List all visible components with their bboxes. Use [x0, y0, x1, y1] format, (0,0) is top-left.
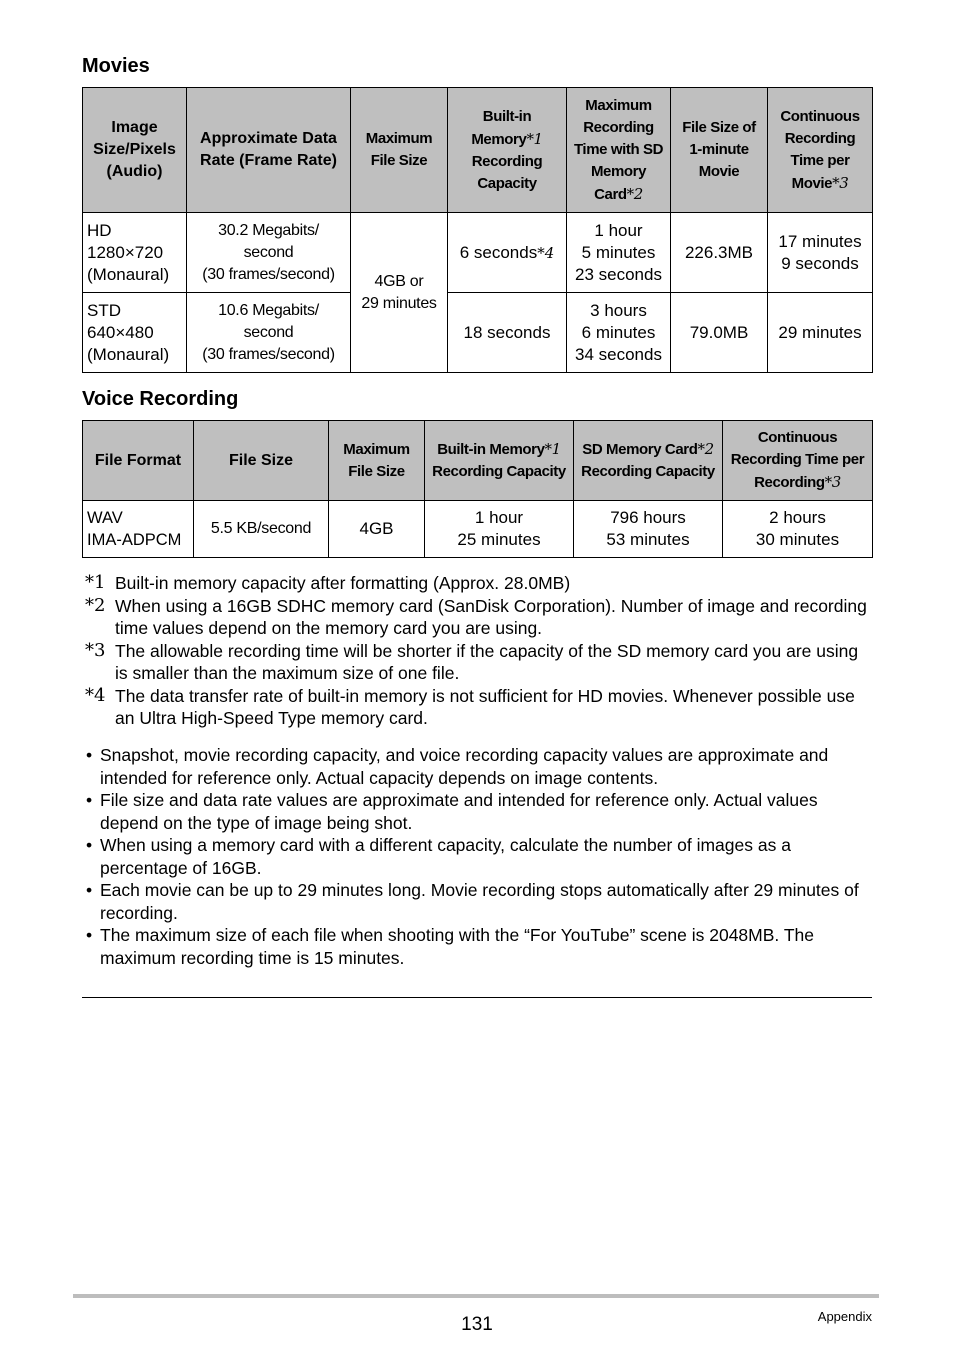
header-file-size: File Size [194, 421, 329, 501]
footnote-mark: *1 [526, 129, 543, 148]
cell-file-size: 79.0MB [671, 293, 768, 373]
list-item: • File size and data rate values are approximate and intended for reference only. Actual values depend on the type of image being shot. [86, 790, 818, 833]
section-label: Appendix [817, 1309, 872, 1324]
cell-sd-time: 1 hour 5 minutes 23 seconds [567, 213, 671, 293]
table-row [83, 501, 873, 558]
cell-format: WAV IMA-ADPCM [83, 501, 194, 558]
footnote-mark: *1 [544, 440, 561, 458]
movies-table [82, 87, 873, 373]
cell-continuous: 2 hours 30 minutes [723, 501, 873, 558]
cell-builtin: 6 seconds*4 [448, 213, 567, 293]
header-sd-time: Maximum Recording Time with SD Memory Card*2 [567, 88, 671, 213]
list-item: • The maximum size of each file when shooting with the “For YouTube” scene is 2048MB. The maximum recording time is 15 minutes. [86, 925, 814, 968]
cell-rate: 10.6 Megabits/ second (30 frames/second) [187, 293, 351, 373]
list-item: • Each movie can be up to 29 minutes long. Movie recording stops automatically after 29 minutes of recording. [86, 880, 859, 923]
header-image-size: Image Size/Pixels (Audio) [83, 88, 187, 213]
footnote-mark: *3 [824, 473, 841, 491]
voice-table [82, 420, 873, 558]
cell-max-size: 4GB [329, 501, 425, 558]
footer-rule [73, 1294, 879, 1298]
header-continuous-time: Continuous Recording Time per Recording*3 [723, 421, 873, 501]
footnote-mark: *2 [697, 440, 714, 458]
footnote: *3 The allowable recording time will be shorter if the capacity of the SD memory card you are using is smaller than the maximum size of one file. [85, 639, 859, 683]
cell-file-size: 5.5 KB/second [194, 501, 329, 558]
page-number: 131 [461, 1314, 493, 1335]
header-builtin-capacity: Built-in Memory*1 Recording Capacity [425, 421, 574, 501]
header-builtin-capacity: Built-in Memory*1 Recording Capacity [448, 88, 567, 213]
header-max-file-size: Maximum File Size [329, 421, 425, 501]
cell-rate: 30.2 Megabits/ second (30 frames/second) [187, 213, 351, 293]
voice-heading: Voice Recording [82, 388, 239, 410]
movies-heading: Movies [82, 55, 150, 77]
footnote: *2 When using a 16GB SDHC memory card (SanDisk Corporation). Number of image and recording time values depend on the memory card you are using. [85, 594, 867, 638]
list-item: • Snapshot, movie recording capacity, and voice recording capacity values are approximate and intended for reference only. Actual capacity depends on image contents. [86, 745, 829, 788]
cell-builtin: 18 seconds [448, 293, 567, 373]
header-continuous-time: Continuous Recording Time per Movie*3 [768, 88, 873, 213]
table-row [83, 213, 873, 293]
cell-max-file-size: 4GB or 29 minutes [351, 213, 448, 373]
movies-header-row [83, 88, 873, 213]
header-sd-capacity: SD Memory Card*2 Recording Capacity [574, 421, 723, 501]
cell-file-size: 226.3MB [671, 213, 768, 293]
cell-sd: 796 hours 53 minutes [574, 501, 723, 558]
footnote-mark: *2 [626, 184, 643, 203]
header-data-rate: Approximate Data Rate (Frame Rate) [187, 88, 351, 213]
footnote: *1 Built-in memory capacity after formatting (Approx. 28.0MB) [85, 572, 571, 593]
table-row [83, 293, 873, 373]
section-divider [82, 997, 872, 998]
voice-header-row [83, 421, 873, 501]
cell-continuous: 29 minutes [768, 293, 873, 373]
cell-size: HD 1280×720 (Monaural) [83, 213, 187, 293]
footnote: *4 The data transfer rate of built-in memory is not sufficient for HD movies. Whenever possible use an Ultra High-Speed Type memory card. [85, 684, 855, 728]
notes-list [82, 744, 872, 969]
cell-continuous: 17 minutes 9 seconds [768, 213, 873, 293]
footnotes [82, 572, 872, 730]
header-file-format: File Format [83, 421, 194, 501]
cell-sd-time: 3 hours 6 minutes 34 seconds [567, 293, 671, 373]
list-item: • When using a memory card with a different capacity, calculate the number of images as a percentage of 16GB. [86, 835, 791, 878]
header-file-size-1min: File Size of 1-minute Movie [671, 88, 768, 213]
cell-builtin: 1 hour 25 minutes [425, 501, 574, 558]
cell-size: STD 640×480 (Monaural) [83, 293, 187, 373]
footnote-mark: *4 [537, 243, 555, 262]
footnote-mark: *3 [832, 173, 849, 192]
header-max-file-size: Maximum File Size [351, 88, 448, 213]
